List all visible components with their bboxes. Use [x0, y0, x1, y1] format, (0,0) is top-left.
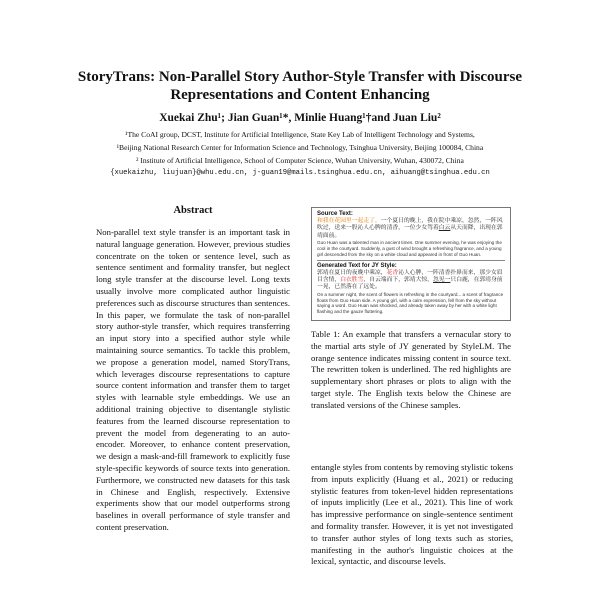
source-main-span: 一个夏日的晚上，我在院中乘凉，忽然，一阵风吹过，送来一股沁人心脾的清香，一位少女驾着	[317, 218, 503, 232]
figure-table-1	[311, 207, 511, 412]
affiliation-1: ¹The CoAI group, DCST, Institute for Artificial Intelligence, State Key Lab of Intelligent Technology and Systems,	[125, 130, 475, 139]
title-line-2: Representations and Content Enhancing	[170, 87, 430, 103]
source-text-chinese	[317, 218, 505, 240]
generated-text-chinese	[317, 270, 505, 292]
rewritten-token: 白云	[438, 225, 451, 232]
supplement-highlight-1: 花香	[386, 269, 399, 276]
paper-title	[40, 68, 560, 104]
abstract-heading: Abstract	[173, 205, 213, 216]
author-emails: {xuekaizhu, liujuan}@whu.edu.cn, j-guan19@mails.tsinghua.edu.cn, aihuang@tsinghua.edu.cn	[110, 169, 490, 177]
title-line-1: StoryTrans: Non-Parallel Story Author-Style Transfer with Discourse	[77, 69, 523, 85]
table-caption: Table 1: An example that transfers a vernacular story to the martial arts style of JY generated by StyleLM. The orange sentence indicates missing content in source text. The rewritten token is underlined. The red highlights are supplementary short phrases or plots to align with the target style. The English texts below the Chinese are translated versions of the Chinese samples.	[311, 329, 511, 410]
gen-span-b: 沁人心脾，一阵清香扑鼻而来，那少女眉目含情，	[317, 269, 503, 284]
source-text-header: Source Text:	[317, 211, 353, 217]
gen-span-a: 郭靖在夏日的夜晚中乘凉，	[317, 269, 387, 276]
example-box	[311, 207, 511, 321]
abstract-section	[88, 205, 298, 534]
gen-rewritten-token: 忽见一	[432, 277, 451, 284]
generated-text-english: On a summer night, the scent of flowers is refreshing in the courtyard... a scent of fragrance floats from Guo Huan side. A young girl, with a calm expression, fell from the sky without saying a word. Guo Huan was shocked, and already taken away by her with a white light flashing and the gauze fluttering.	[317, 291, 504, 315]
gen-span-c: ，自云端而下，郭靖大惊，	[363, 277, 433, 284]
affiliations	[60, 128, 540, 180]
box-divider	[317, 260, 505, 261]
gen-span-d: 只白鹿，在郭靖身前一晃，已然落在了远处。	[317, 277, 503, 291]
abstract-body: Non-parallel text style transfer is an important task in natural language generation. However, previous studies concentrate on the token or sentence level, such as sentence sentiment and formality transfer, but neglect long style transfer at the discourse level. Long texts usually involve more complicated author linguistic preferences such as discourse structures than sentences. In this paper, we formulate the task of non-parallel story author-style transfer, which requires transferring an input story into a specified author style while maintaining source semantics. To tackle this problem, we propose a generation model, named StoryTrans, which leverages discourse representations to capture source content information and transfer them to target styles with learnable style embeddings. We use an additional training objective to disentangle stylistic features from the learned discourse representation to prevent the model from degenerating to an auto-encoder. Moreover, to enhance content preservation, we design a mask-and-fill framework to explicitly fuse style-specific keywords of source texts into generation. Furthermore, we constructed new datasets for this task in Chinese and English, respectively. Extensive experiments show that our model outperforms strong baselines in overall performance of style transfer and content preservation.	[96, 227, 290, 532]
source-end-span: 从天而降，出现在郭靖面前。	[317, 225, 503, 239]
right-column-body: entangle styles from contents by removing stylistic tokens from inputs explicitly (Huang et al., 2021) or reducing stylistic features from token-level hidden representations of inputs implicitly (Lee et al., 2021). This line of work has impressive performance on single-sentence sentiment and formality transfer. However, it is yet not investigated to transfer author styles of long texts such as stories, manifesting in the author's linguistic choices at the lexical, syntactic, and discourse levels.	[311, 462, 513, 567]
supplement-highlight-2: 白衣胜雪	[340, 277, 364, 284]
source-text-english: Guo Huan was a talented man in ancient times. One summer evening, he was enjoying the cool in the courtyard. Suddenly, a gust of wind brought a refreshing fragrance, and a young girl descended from the sky on a white cloud and appeared in front of Guo Huan.	[317, 240, 502, 257]
author-list: Xuekai Zhu¹; Jian Guan¹*, Minlie Huang¹†and Juan Liu²	[159, 112, 441, 124]
affiliation-2: ¹Beijing National Research Center for Information Science and Technology, Tsinghua University, Beijing 100084, China	[116, 143, 484, 152]
affiliation-3: ² Institute of Artificial Intelligence, School of Computer Science, Wuhan University, Wuhan, 430072, China	[136, 156, 464, 165]
generated-text-header: Generated Text for JY Style:	[317, 262, 397, 269]
missing-content-span: 和我在花园里一起走了，	[317, 218, 381, 224]
